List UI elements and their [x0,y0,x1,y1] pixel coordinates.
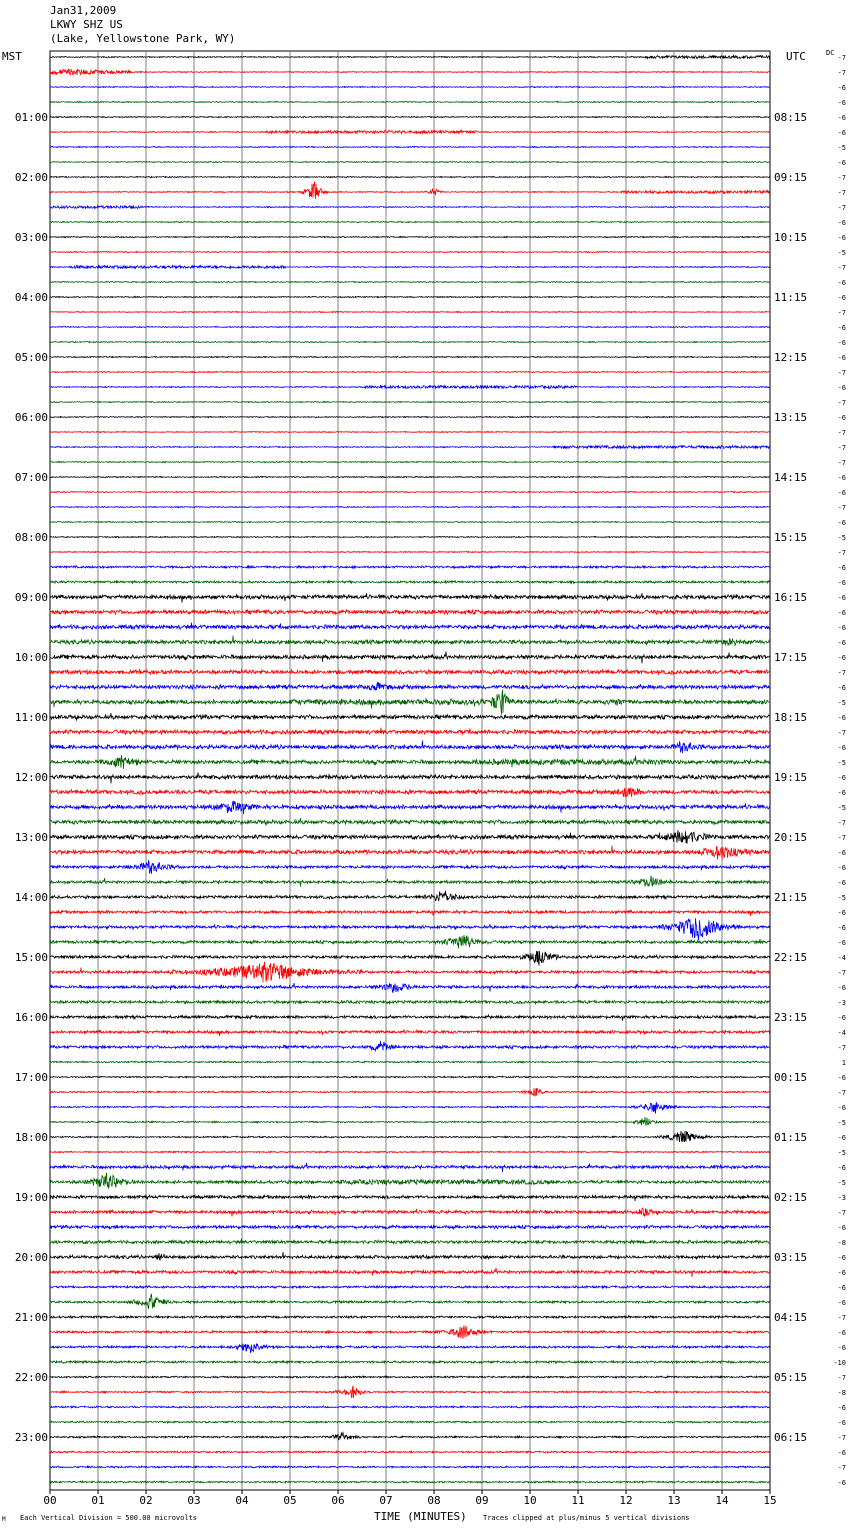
right-hour-label: 04:15 [774,1311,808,1324]
right-hour-label: 23:15 [774,1011,808,1024]
left-hour-label: 22:00 [14,1371,48,1384]
trace-value-label: -6 [837,579,846,587]
trace-value-label: -7 [837,1089,846,1097]
division-note: Each Vertical Division = 500.00 microvolts [20,1514,198,1522]
right-hour-label: 16:15 [774,591,808,604]
trace-line [50,581,770,583]
trace-value-label: -6 [837,1479,846,1487]
left-hour-label: 20:00 [14,1251,48,1264]
trace-value-label: -6 [837,774,846,782]
x-tick-label: 14 [715,1494,729,1507]
trace-value-label: -7 [837,819,846,827]
trace-value-label: -6 [837,519,846,527]
trace-value-label: -6 [837,279,846,287]
trace-value-label: 1 [841,1059,846,1067]
x-tick-label: 05 [283,1494,297,1507]
right-timezone: UTC [786,50,806,63]
trace-line [50,461,770,462]
trace-line [50,521,770,522]
trace-value-label: -7 [837,189,846,197]
trace-line [50,593,770,602]
right-hour-label: 22:15 [774,951,808,964]
right-hour-label: 08:15 [774,111,808,124]
trace-line [50,56,770,59]
trace-line [50,176,770,177]
trace-value-label: -7 [837,54,846,62]
trace-line [50,551,770,552]
left-hour-label: 14:00 [14,891,48,904]
x-tick-label: 13 [667,1494,681,1507]
trace-value-label: -5 [837,534,846,542]
trace-value-label: -6 [837,924,846,932]
trace-line [50,446,770,449]
trace-line [50,788,770,797]
trace-line [50,891,770,901]
trace-value-label: -7 [837,429,846,437]
trace-value-label: -6 [837,1104,846,1112]
trace-value-label: -8 [837,1389,846,1397]
trace-line [50,1421,770,1423]
x-tick-label: 01 [91,1494,105,1507]
trace-line [50,1000,770,1003]
trace-line [50,221,770,222]
trace-value-label: -7 [837,69,846,77]
trace-value-label: -7 [837,174,846,182]
trace-line [50,1015,770,1021]
trace-value-label: -6 [837,1449,846,1457]
trace-value-label: -6 [837,654,846,662]
trace-value-label: -6 [837,1014,846,1022]
trace-value-label: -6 [837,1074,846,1082]
left-hour-label: 08:00 [14,531,48,544]
trace-line [50,1433,770,1440]
trace-line [50,251,770,252]
trace-line [50,1225,770,1229]
trace-value-label: -6 [837,564,846,572]
left-hour-label: 12:00 [14,771,48,784]
trace-value-label: -6 [837,744,846,752]
x-tick-label: 12 [619,1494,633,1507]
trace-line [50,1041,770,1051]
x-tick-label: 02 [139,1494,153,1507]
trace-value-label: -5 [837,804,846,812]
trace-value-label: -6 [837,1404,846,1412]
trace-line [50,1173,770,1188]
x-tick-label: 07 [379,1494,393,1507]
trace-value-label: -7 [837,264,846,272]
trace-line [50,1131,770,1142]
left-hour-label: 01:00 [14,111,48,124]
trace-value-label: -3 [837,999,846,1007]
trace-line [50,1061,770,1063]
trace-value-label: -7 [837,459,846,467]
trace-line [50,1076,770,1078]
trace-line [50,818,770,825]
right-hour-label: 14:15 [774,471,808,484]
trace-value-label: -7 [837,969,846,977]
trace-line [50,1451,770,1453]
trace-value-label: -6 [837,714,846,722]
trace-line [50,876,770,887]
right-hour-label: 15:15 [774,531,808,544]
trace-line [50,416,770,417]
trace-value-label: -5 [837,1149,846,1157]
x-tick-label: 04 [235,1494,249,1507]
trace-value-label: -7 [837,1434,846,1442]
trace-line [50,476,770,477]
trace-line [50,146,770,147]
trace-line [50,1466,770,1468]
trace-value-label: -6 [837,1299,846,1307]
trace-value-label: -6 [837,159,846,167]
trace-line [50,1268,770,1277]
trace-line [50,356,770,357]
left-hour-label: 06:00 [14,411,48,424]
trace-value-label: -5 [837,1179,846,1187]
trace-line [50,860,770,874]
trace-line [50,566,770,568]
trace-line [50,1286,770,1288]
trace-line [50,636,770,646]
dc-label: DC [826,49,835,57]
trace-line [50,1406,770,1408]
x-tick-label: 11 [571,1494,585,1507]
trace-line [50,846,770,861]
trace-value-label: -3 [837,1194,846,1202]
trace-line [50,386,770,389]
trace-value-label: -6 [837,384,846,392]
right-hour-label: 03:15 [774,1251,808,1264]
right-hour-label: 06:15 [774,1431,808,1444]
trace-line [50,1163,770,1172]
trace-value-label: -5 [837,699,846,707]
trace-line [50,266,770,269]
left-hour-label: 09:00 [14,591,48,604]
trace-line [50,1088,770,1096]
trace-line [50,86,770,87]
trace-value-label: -6 [837,1269,846,1277]
trace-line [50,1294,770,1309]
left-hour-label: 19:00 [14,1191,48,1204]
trace-value-label: -6 [837,1419,846,1427]
trace-line [50,341,770,342]
trace-line [50,623,770,630]
trace-line [50,1481,770,1483]
trace-line [50,161,770,162]
left-hour-label: 16:00 [14,1011,48,1024]
right-hour-label: 02:15 [774,1191,808,1204]
trace-line [50,830,770,843]
trace-value-label: -6 [837,624,846,632]
trace-value-label: -8 [837,1239,846,1247]
trace-line [50,1344,770,1353]
trace-line [50,371,770,372]
trace-value-label: -7 [837,549,846,557]
station-code: LKWY SHZ US [50,18,123,31]
trace-line [50,610,770,615]
trace-value-label: -4 [837,954,846,962]
right-hour-label: 11:15 [774,291,808,304]
trace-value-label: -6 [837,414,846,422]
trace-line [50,236,770,237]
trace-line [50,741,770,754]
trace-value-label: -5 [837,1119,846,1127]
trace-value-label: -7 [837,834,846,842]
trace-value-label: -6 [837,1164,846,1172]
trace-value-label: -7 [837,669,846,677]
trace-value-label: -5 [837,249,846,257]
trace-line [50,281,770,282]
trace-value-label: -6 [837,789,846,797]
right-hour-label: 13:15 [774,411,808,424]
trace-line [50,131,770,134]
trace-value-label: -6 [837,129,846,137]
x-tick-label: 15 [763,1494,777,1507]
trace-value-label: -6 [837,684,846,692]
left-hour-label: 05:00 [14,351,48,364]
trace-line [50,983,770,992]
trace-line [50,1117,770,1126]
left-hour-label: 10:00 [14,651,48,664]
trace-line [50,1239,770,1244]
trace-value-label: -7 [837,1314,846,1322]
trace-line [50,713,770,720]
trace-line [50,918,770,940]
x-tick-label: 06 [331,1494,345,1507]
trace-line [50,491,770,492]
chart-date: Jan31,2009 [50,4,117,17]
x-tick-label: 00 [43,1494,57,1507]
trace-line [50,116,770,117]
x-tick-label: 09 [475,1494,489,1507]
trace-line [50,910,770,916]
left-hour-label: 23:00 [14,1431,48,1444]
trace-value-label: -6 [837,354,846,362]
trace-value-label: -6 [837,864,846,872]
left-hour-label: 17:00 [14,1071,48,1084]
trace-value-label: -6 [837,849,846,857]
trace-value-label: -6 [837,1284,846,1292]
trace-line [50,1029,770,1036]
trace-value-label: -6 [837,1224,846,1232]
trace-line [50,1151,770,1153]
trace-line [50,1195,770,1201]
trace-line [50,182,770,199]
left-hour-label: 18:00 [14,1131,48,1144]
trace-value-label: -7 [837,1464,846,1472]
trace-line [50,536,770,537]
left-hour-label: 07:00 [14,471,48,484]
trace-value-label: -5 [837,894,846,902]
left-hour-label: 15:00 [14,951,48,964]
trace-value-label: -6 [837,1134,846,1142]
right-hour-label: 01:15 [774,1131,808,1144]
trace-value-label: -5 [837,759,846,767]
trace-value-label: -7 [837,729,846,737]
right-hour-label: 21:15 [774,891,808,904]
left-hour-label: 03:00 [14,231,48,244]
trace-value-label: -7 [837,309,846,317]
trace-line [50,1361,770,1363]
trace-line [50,101,770,102]
trace-line [50,431,770,432]
trace-line [50,326,770,327]
trace-value-label: -6 [837,594,846,602]
trace-line [50,1102,770,1113]
right-hour-label: 10:15 [774,231,808,244]
clip-note: Traces clipped at plus/minus 5 vertical divisions [483,1514,690,1522]
station-location: (Lake, Yellowstone Park, WY) [50,32,236,45]
x-tick-label: 10 [523,1494,537,1507]
left-hour-label: 04:00 [14,291,48,304]
left-hour-label: 11:00 [14,711,48,724]
x-tick-label: 03 [187,1494,201,1507]
trace-value-label: -6 [837,84,846,92]
trace-line [50,69,770,75]
right-hour-label: 19:15 [774,771,808,784]
trace-line [50,1252,770,1260]
trace-value-label: -7 [837,399,846,407]
right-hour-label: 18:15 [774,711,808,724]
trace-line [50,682,770,690]
trace-value-label: -6 [837,639,846,647]
trace-value-label: -6 [837,909,846,917]
trace-value-label: -6 [837,489,846,497]
left-hour-label: 21:00 [14,1311,48,1324]
trace-value-label: -6 [837,234,846,242]
trace-value-label: -7 [837,1374,846,1382]
right-hour-label: 20:15 [774,831,808,844]
left-hour-label: 13:00 [14,831,48,844]
trace-value-label: -6 [837,114,846,122]
trace-line [50,1376,770,1378]
trace-value-label: -6 [837,99,846,107]
trace-line [50,801,770,814]
left-timezone: MST [2,50,22,63]
trace-line [50,1316,770,1318]
trace-value-label: -6 [837,1344,846,1352]
trace-line [50,401,770,402]
trace-value-label: -6 [837,294,846,302]
trace-value-label: -7 [837,204,846,212]
trace-line [50,951,770,966]
trace-line [50,935,770,948]
trace-value-label: -6 [837,984,846,992]
trace-line [50,690,770,715]
trace-value-label: -7 [837,444,846,452]
trace-line [50,962,770,983]
trace-line [50,1386,770,1398]
trace-value-label: -6 [837,879,846,887]
trace-line [50,755,770,769]
trace-value-label: -6 [837,1254,846,1262]
trace-line [50,670,770,675]
right-hour-label: 09:15 [774,171,808,184]
trace-value-label: -5 [837,144,846,152]
trace-line [50,728,770,735]
trace-line [50,773,770,784]
trace-value-label: -10 [833,1359,846,1367]
right-hour-label: 00:15 [774,1071,808,1084]
trace-value-label: -6 [837,474,846,482]
trace-value-label: -6 [837,939,846,947]
trace-line [50,1208,770,1216]
trace-line [50,1325,770,1339]
trace-value-label: -6 [837,339,846,347]
trace-line [50,506,770,507]
trace-value-label: -7 [837,504,846,512]
left-hour-label: 02:00 [14,171,48,184]
trace-value-label: -7 [837,369,846,377]
trace-value-label: -6 [837,219,846,227]
trace-line [50,206,770,209]
trace-value-label: -6 [837,324,846,332]
corner-mark: M [2,1516,6,1523]
trace-value-label: -4 [837,1029,846,1037]
trace-line [50,296,770,297]
trace-line [50,652,770,664]
trace-value-label: -7 [837,1209,846,1217]
right-hour-label: 05:15 [774,1371,808,1384]
right-hour-label: 12:15 [774,351,808,364]
x-axis-label: TIME (MINUTES) [374,1510,467,1523]
right-hour-label: 17:15 [774,651,808,664]
trace-value-label: -7 [837,1044,846,1052]
x-tick-label: 08 [427,1494,441,1507]
trace-value-label: -6 [837,609,846,617]
trace-value-label: -6 [837,1329,846,1337]
trace-line [50,311,770,312]
